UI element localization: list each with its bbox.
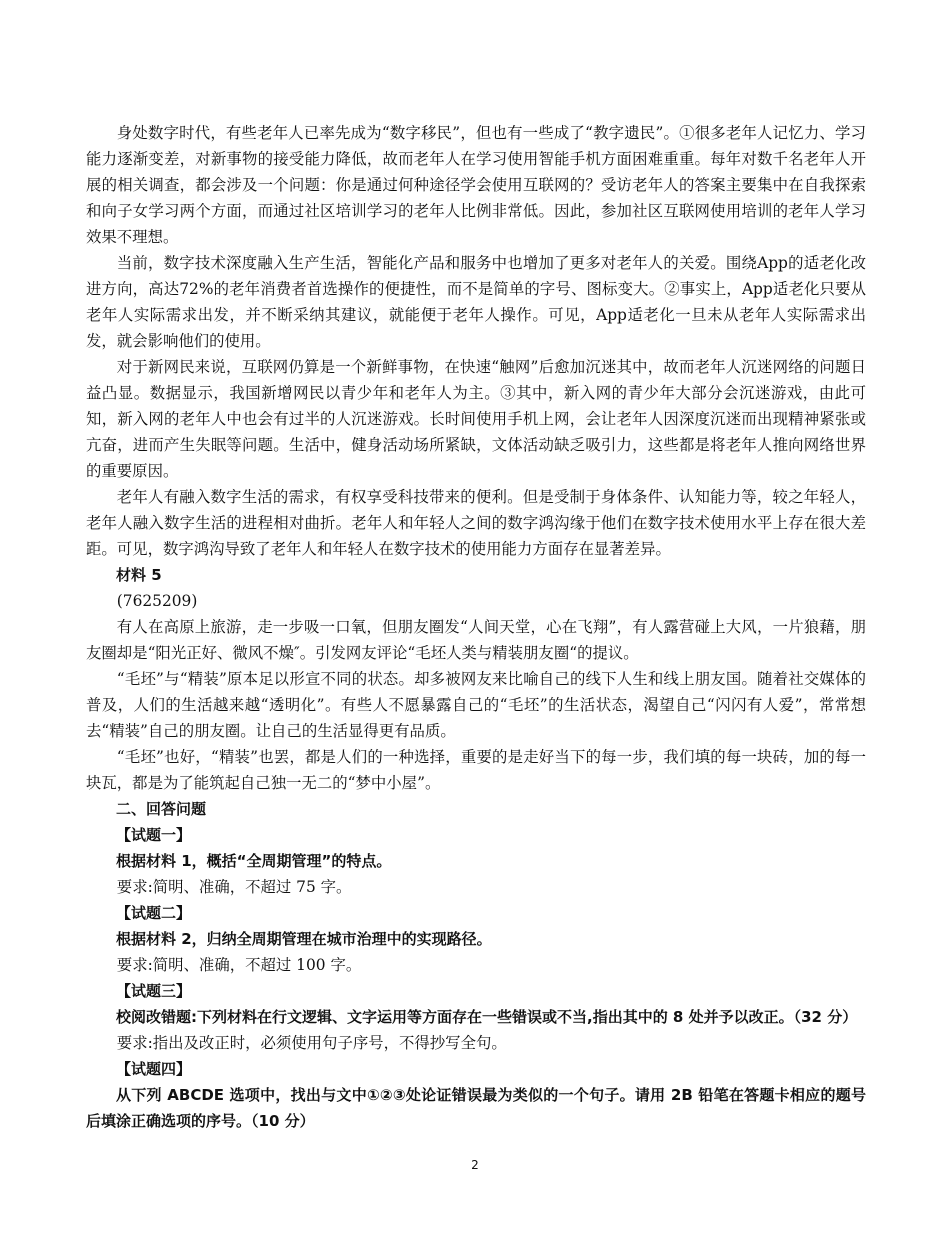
material-5-paragraph-3: “毛坯”也好，“精装”也罢，都是人们的一种选择，重要的是走好当下的每一步，我们填的每一块砖，加的每一块瓦，都是为了能筑起自己独一无二的“梦中小屋”。 (86, 748, 866, 792)
material-5-heading: 材料 5 (116, 566, 162, 584)
question-4-prompt (86, 1082, 866, 1134)
question-3-title: 【试题三】 (116, 982, 192, 1000)
paragraph-internet-addiction: 对于新网民来说，互联网仍算是一个新鲜事物，在快速“触网”后愈加沉迷其中，故而老年人沉迷网络的问题日益凸显。数据显示，我国新增网民以青少年和老年人为主。③其中，新入网的青少年大部分会沉迷游戏，由此可知，新入网的老年人中也会有过半的人沉迷游戏。长时间使用手机上网，会让老年人因深度沉迷而出现精神紧张或亢奋，进而产生失眠等问题。生活中，健身活动场所紧缺，文体活动缺乏吸引力，这些都是将老年人推向网络世界的重要原因。 (86, 358, 866, 480)
paragraph-app-aging: 当前，数字技术深度融入生产生活，智能化产品和服务中也增加了更多对老年人的关爱。围绕App的适老化改进方向，高达72%的老年消费者首选操作的便捷性，而不是简单的字号、图标变大。②事实上，App适老化只要从老年人实际需求出发，并不断采纳其建议，就能便于老年人操作。可见，App适老化一旦未从老年人实际需求出发，就会影响他们的使用。 (86, 254, 866, 350)
paragraph-digital-divide: 老年人有融入数字生活的需求，有权享受科技带来的便利。但是受制于身体条件、认知能力等，较之年轻人，老年人融入数字生活的进程相对曲折。老年人和年轻人之间的数字鸿沟缘于他们在数字技术使用水平上存在很大差距。可见，数字鸿沟导致了老年人和年轻人在数字技术的使用能力方面存在显著差异。 (86, 488, 866, 558)
page-number: 2 (471, 1158, 479, 1172)
section-2-heading: 二、回答问题 (116, 800, 207, 818)
paragraph-digital-immigrants: 身处数字时代，有些老年人已率先成为“数字移民”，但也有一些成了“教字遗民”。①很多老年人记忆力、学习能力逐渐变差，对新事物的接受能力降低，故而老年人在学习使用智能手机方面困难重重。每年对数千名老年人开展的相关调查，都会涉及一个问题：你是通过何种途径学会使用互联网的？受访老年人的答案主要集中在自我探索和向子女学习两个方面，而通过社区培训学习的老年人比例非常低。因此，参加社区互联网使用培训的老年人学习效果不理想。 (86, 124, 866, 246)
question-3-prompt (86, 1004, 866, 1030)
question-3-requirement: 要求:指出及改正时，必须使用句子序号，不得抄写全句。 (116, 1034, 507, 1052)
question-2-requirement: 要求:简明、准确，不超过 100 字。 (116, 956, 362, 974)
question-1-requirement: 要求:简明、准确，不超过 75 字。 (116, 878, 352, 896)
question-1-prompt: 根据材料 1，概括“全周期管理”的特点。 (116, 852, 392, 870)
material-5-paragraph-2: “毛坯”与“精装”原本足以形宣不同的状态。却多被网友来比喻自己的线下人生和线上朋友国。随着社交媒体的普及，人们的生活越来越“透明化”。有些人不愿暴露自己的“毛坯”的生活状态，渴望自己“闪闪有人爱”，常常想去“精装”自己的朋友圈。让自己的生活显得更有品质。 (86, 670, 866, 740)
question-2-prompt: 根据材料 2，归纳全周期管理在城市治理中的实现路径。 (116, 930, 492, 948)
question-4-points: （10 分） (251, 1112, 315, 1130)
question-4-prompt-text: 从下列 ABCDE 选项中，找出与文中①②③处论证错误最为类似的一个句子。请用 2B 铅笔在答题卡相应的题号后填涂正确选项的序号。 (86, 1086, 866, 1130)
question-3-points: （32 分） (793, 1008, 858, 1026)
material-5-paragraph-1: 有人在高原上旅游，走一步吸一口氧，但朋友圈发“人间天堂，心在飞翔”，有人露营碰上大风，一片狼藉，朋友圈却是“阳光正好、微风不燥″。引发网友评论“毛坯人类与精装朋友圈“的提议。 (86, 618, 866, 662)
question-4-title: 【试题四】 (116, 1060, 192, 1078)
question-3-prompt-text: 校阅改错题:下列材料在行文逻辑、文字运用等方面存在一些错误或不当,指出其中的 8 处并予以改正。 (116, 1008, 794, 1026)
question-2-title: 【试题二】 (116, 904, 192, 922)
document-page (86, 120, 866, 1134)
question-1-title: 【试题一】 (116, 826, 192, 844)
material-5-code: (7625209) (116, 592, 198, 610)
